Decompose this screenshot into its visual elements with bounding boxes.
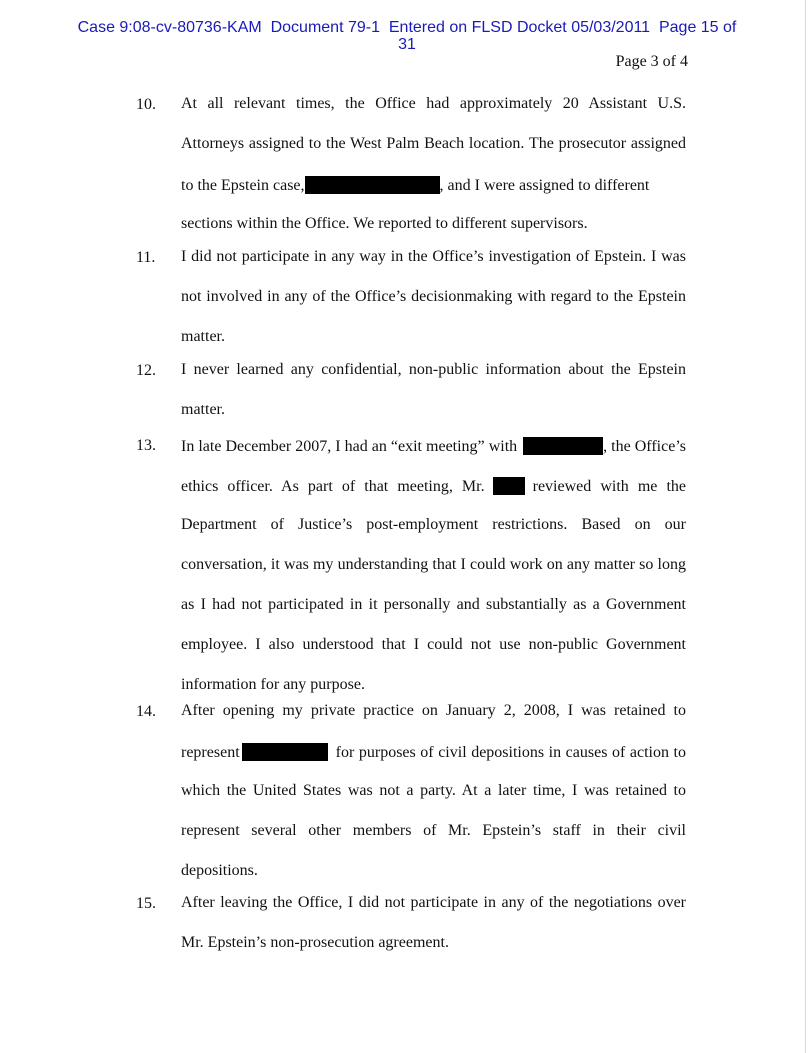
paragraph-line (181, 176, 686, 192)
paragraph-line: After leaving the Office, I did not participate in any of the negotiations over (181, 894, 686, 911)
redaction-box (493, 477, 525, 495)
paragraph-line: which the United States was not a party. At a later time, I was retained to (181, 782, 686, 799)
paragraph-text: reviewed with me the (532, 478, 687, 495)
stamp-page: Page 15 of (658, 19, 737, 36)
page-label: Page 3 of 4 (615, 53, 688, 70)
paragraph-line: Department of Justice’s post-employment restrictions. Based on our (181, 516, 686, 533)
paragraph-text: , the Office’s (603, 438, 686, 455)
paragraph-line: Mr. Epstein’s non-prosecution agreement. (181, 934, 449, 951)
paragraph-line: represent several other members of Mr. Epstein’s staff in their civil (181, 822, 686, 839)
redaction-box (305, 176, 440, 194)
paragraph-line (181, 437, 686, 453)
paragraph-text: In late December 2007, I had an “exit meeting” with (181, 438, 518, 455)
paragraph-text: to the Epstein case, (181, 177, 305, 194)
docket-stamp (62, 19, 752, 53)
paragraph-number: 13. (136, 437, 156, 454)
paragraph-line: employee. I also understood that I could not use non-public Government (181, 636, 686, 653)
paragraph-line: Attorneys assigned to the West Palm Beach location. The prosecutor assigned (181, 135, 686, 152)
paragraph-line (181, 743, 686, 759)
page-edge (805, 0, 806, 1053)
paragraph-line: I never learned any confidential, non-public information about the Epstein (181, 361, 686, 378)
paragraph-line: matter. (181, 401, 225, 418)
paragraph-line: not involved in any of the Office’s decisionmaking with regard to the Epstein (181, 288, 686, 305)
redaction-box (523, 437, 603, 455)
paragraph-number: 15. (136, 895, 156, 912)
redaction-box (242, 743, 328, 761)
paragraph-line: After opening my private practice on January 2, 2008, I was retained to (181, 702, 686, 719)
paragraph-number: 14. (136, 703, 156, 720)
paragraph-line: At all relevant times, the Office had approximately 20 Assistant U.S. (181, 95, 686, 112)
paragraph-line (181, 477, 686, 493)
paragraph-number: 12. (136, 362, 156, 379)
paragraph-line: sections within the Office. We reported to different supervisors. (181, 215, 588, 232)
stamp-document: Document 79-1 (270, 19, 380, 36)
paragraph-text: ethics officer. As part of that meeting, Mr. (181, 478, 485, 495)
paragraph-text: for purposes of civil depositions in causes of action to (335, 744, 686, 761)
paragraph-line: as I had not participated in it personally and substantially as a Government (181, 596, 686, 613)
stamp-entered: Entered on FLSD Docket 05/03/2011 (388, 19, 651, 36)
paragraph-text: represent (181, 744, 240, 761)
stamp-case: Case 9:08-cv-80736-KAM (77, 19, 262, 36)
stamp-page-total: 31 (398, 36, 416, 53)
paragraph-line: information for any purpose. (181, 676, 365, 693)
paragraph-number: 10. (136, 96, 156, 113)
paragraph-number: 11. (136, 249, 156, 266)
paragraph-line: conversation, it was my understanding that I could work on any matter so long (181, 556, 686, 573)
paragraph-text: , and I were assigned to different (439, 177, 650, 194)
paragraph-line: matter. (181, 328, 225, 345)
paragraph-line: I did not participate in any way in the Office’s investigation of Epstein. I was (181, 248, 686, 265)
paragraph-line: depositions. (181, 862, 258, 879)
